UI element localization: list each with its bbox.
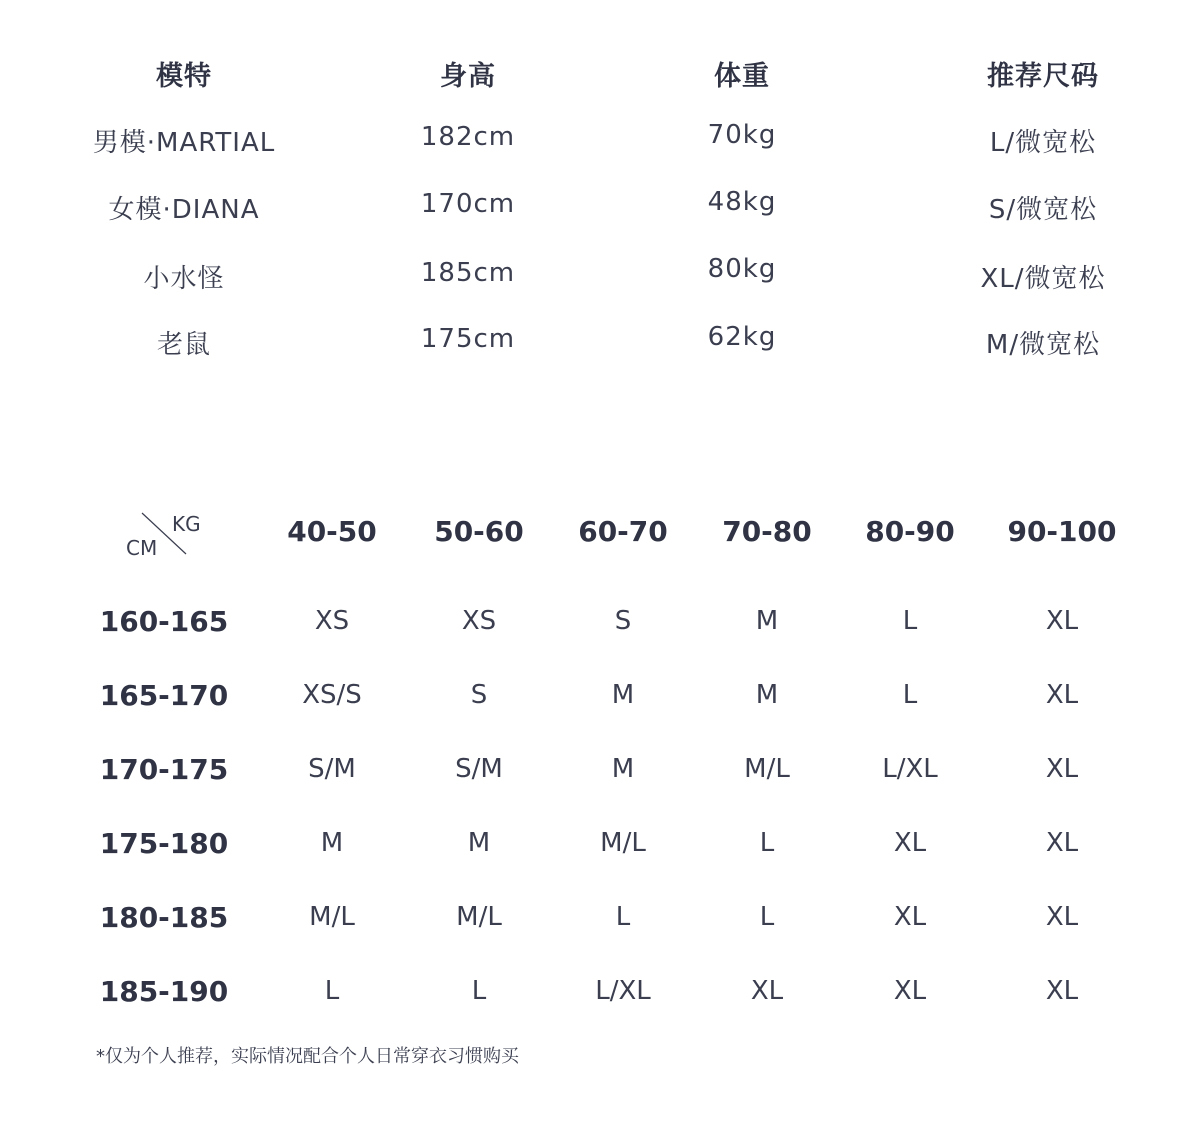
model-size: XL/微宽松 [980, 264, 1106, 294]
weight-range-header: 70-80 [722, 515, 812, 548]
weight-range-header: 90-100 [1007, 515, 1117, 548]
size-cell: L [324, 976, 340, 1006]
model-name: 女模·DIANA [108, 195, 260, 225]
height-range-header: 185-190 [99, 975, 229, 1008]
model-name: 小水怪 [143, 264, 225, 294]
model-name: 男模·MARTIAL [92, 128, 276, 158]
size-cell: S [470, 680, 488, 710]
size-cell: L/XL [595, 976, 651, 1006]
model-name: 老鼠 [156, 330, 211, 360]
size-cell: M/L [456, 902, 502, 932]
corner-label-kg: KG [172, 512, 201, 536]
height-range-header: 160-165 [99, 605, 229, 638]
size-cell: XL [1045, 606, 1079, 636]
size-cell: L [759, 828, 775, 858]
size-cell: M [611, 754, 635, 784]
model-weight: 62kg [707, 322, 777, 352]
weight-range-header: 50-60 [434, 515, 524, 548]
model-weight: 48kg [707, 187, 777, 217]
size-cell: M [320, 828, 344, 858]
size-cell: XL [1045, 976, 1079, 1006]
size-cell: S/M [455, 754, 503, 784]
size-cell: XL [1045, 902, 1079, 932]
size-cell: M [755, 680, 779, 710]
model-size: L/微宽松 [989, 128, 1097, 158]
model-size: M/微宽松 [985, 330, 1101, 360]
height-range-header: 170-175 [99, 753, 229, 786]
size-cell: S [614, 606, 632, 636]
model-weight: 70kg [707, 120, 777, 150]
model-size: S/微宽松 [988, 195, 1098, 225]
size-cell: XL [893, 828, 927, 858]
model-weight: 80kg [707, 254, 777, 284]
size-cell: XL [1045, 828, 1079, 858]
footnote: *仅为个人推荐，实际情况配合个人日常穿衣习惯购买 [96, 1046, 519, 1067]
size-cell: L/XL [882, 754, 938, 784]
weight-range-header: 80-90 [865, 515, 955, 548]
model-header-height: 身高 [440, 61, 496, 92]
size-cell: M/L [744, 754, 790, 784]
size-cell: XS [461, 606, 497, 636]
weight-range-header: 40-50 [287, 515, 377, 548]
size-cell: L [759, 902, 775, 932]
height-range-header: 165-170 [99, 679, 229, 712]
size-cell: S/M [308, 754, 356, 784]
size-cell: XL [1045, 754, 1079, 784]
model-header-model: 模特 [156, 61, 212, 92]
model-header-weight: 体重 [714, 61, 770, 92]
size-cell: XS/S [302, 680, 362, 710]
size-cell: XL [893, 976, 927, 1006]
size-cell: M [467, 828, 491, 858]
size-cell: M/L [600, 828, 646, 858]
size-cell: L [902, 680, 918, 710]
corner-label-cm: CM [126, 536, 158, 560]
size-cell: XL [1045, 680, 1079, 710]
height-range-header: 180-185 [99, 901, 229, 934]
size-cell: XL [750, 976, 784, 1006]
model-header-size: 推荐尺码 [987, 61, 1099, 92]
model-height: 182cm [420, 122, 516, 152]
model-height: 175cm [420, 324, 516, 354]
model-height: 170cm [420, 189, 516, 219]
size-cell: XS [314, 606, 350, 636]
size-cell: XL [893, 902, 927, 932]
size-cell: L [902, 606, 918, 636]
size-cell: M [611, 680, 635, 710]
size-cell: L [471, 976, 487, 1006]
size-cell: M/L [309, 902, 355, 932]
weight-range-header: 60-70 [578, 515, 668, 548]
corner-cell [120, 508, 220, 564]
size-cell: M [755, 606, 779, 636]
model-height: 185cm [420, 258, 516, 288]
height-range-header: 175-180 [99, 827, 229, 860]
size-cell: L [615, 902, 631, 932]
